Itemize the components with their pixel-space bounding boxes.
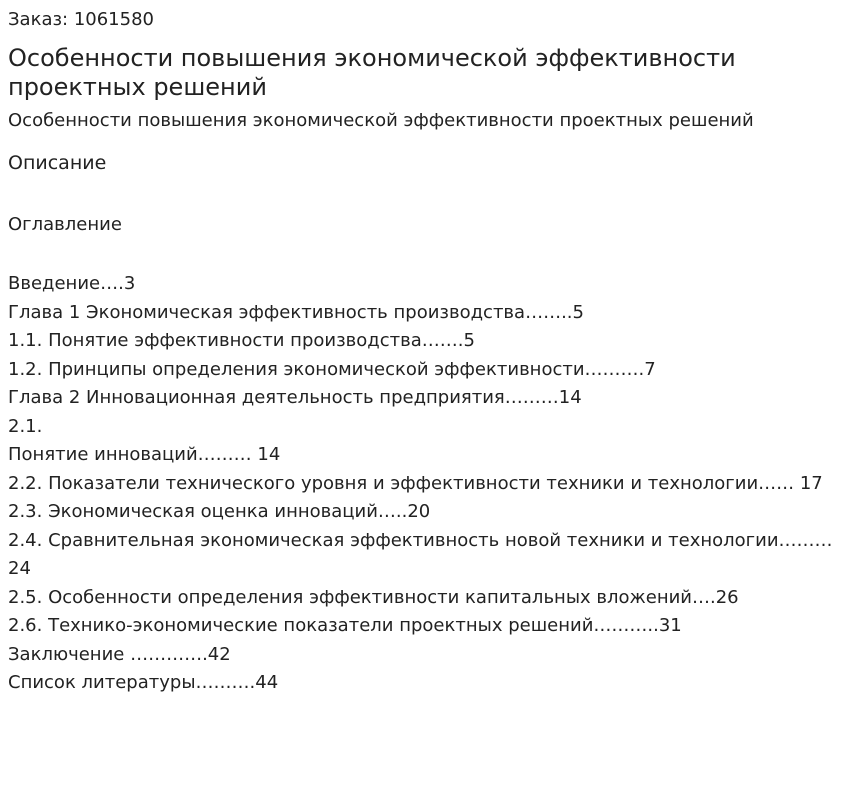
toc-item: 2.2. Показатели технического уровня и эффективности техники и технологии…… 17 xyxy=(8,472,823,494)
toc-item: Заключение ………….42 xyxy=(8,643,231,665)
toc-item: 1.2. Принципы определения экономической эффективности……….7 xyxy=(8,358,656,380)
page-subtitle: Особенности повышения экономической эффективности проектных решений xyxy=(8,110,754,131)
toc-item: Введение….3 xyxy=(8,273,136,294)
toc-item: 2.5. Особенности определения эффективности капитальных вложений….26 xyxy=(8,586,739,608)
toc-list xyxy=(8,270,839,698)
order-number: Заказ: 1061580 xyxy=(8,9,154,30)
toc-item: Список литературы……….44 xyxy=(8,672,279,693)
toc-heading: Оглавление xyxy=(8,214,122,235)
description-label: Описание xyxy=(8,152,107,174)
toc-item: 2.3. Экономическая оценка инноваций…..20 xyxy=(8,501,431,522)
toc-item: 2.1. xyxy=(8,415,43,437)
toc-item: Глава 2 Инновационная деятельность предприятия………14 xyxy=(8,387,582,408)
toc-item: Понятие инноваций……… 14 xyxy=(8,444,281,465)
toc-item: 1.1. Понятие эффективности производства…….5 xyxy=(8,330,475,351)
toc-item: 2.6. Технико-экономические показатели проектных решений………..31 xyxy=(8,615,682,636)
toc-item: 2.4. Сравнительная экономическая эффективность новой техники и технологии………24 xyxy=(8,529,833,579)
toc-item: Глава 1 Экономическая эффективность производства……..5 xyxy=(8,301,584,323)
page-title: Особенности повышения экономической эффективности проектных решений xyxy=(8,44,736,101)
